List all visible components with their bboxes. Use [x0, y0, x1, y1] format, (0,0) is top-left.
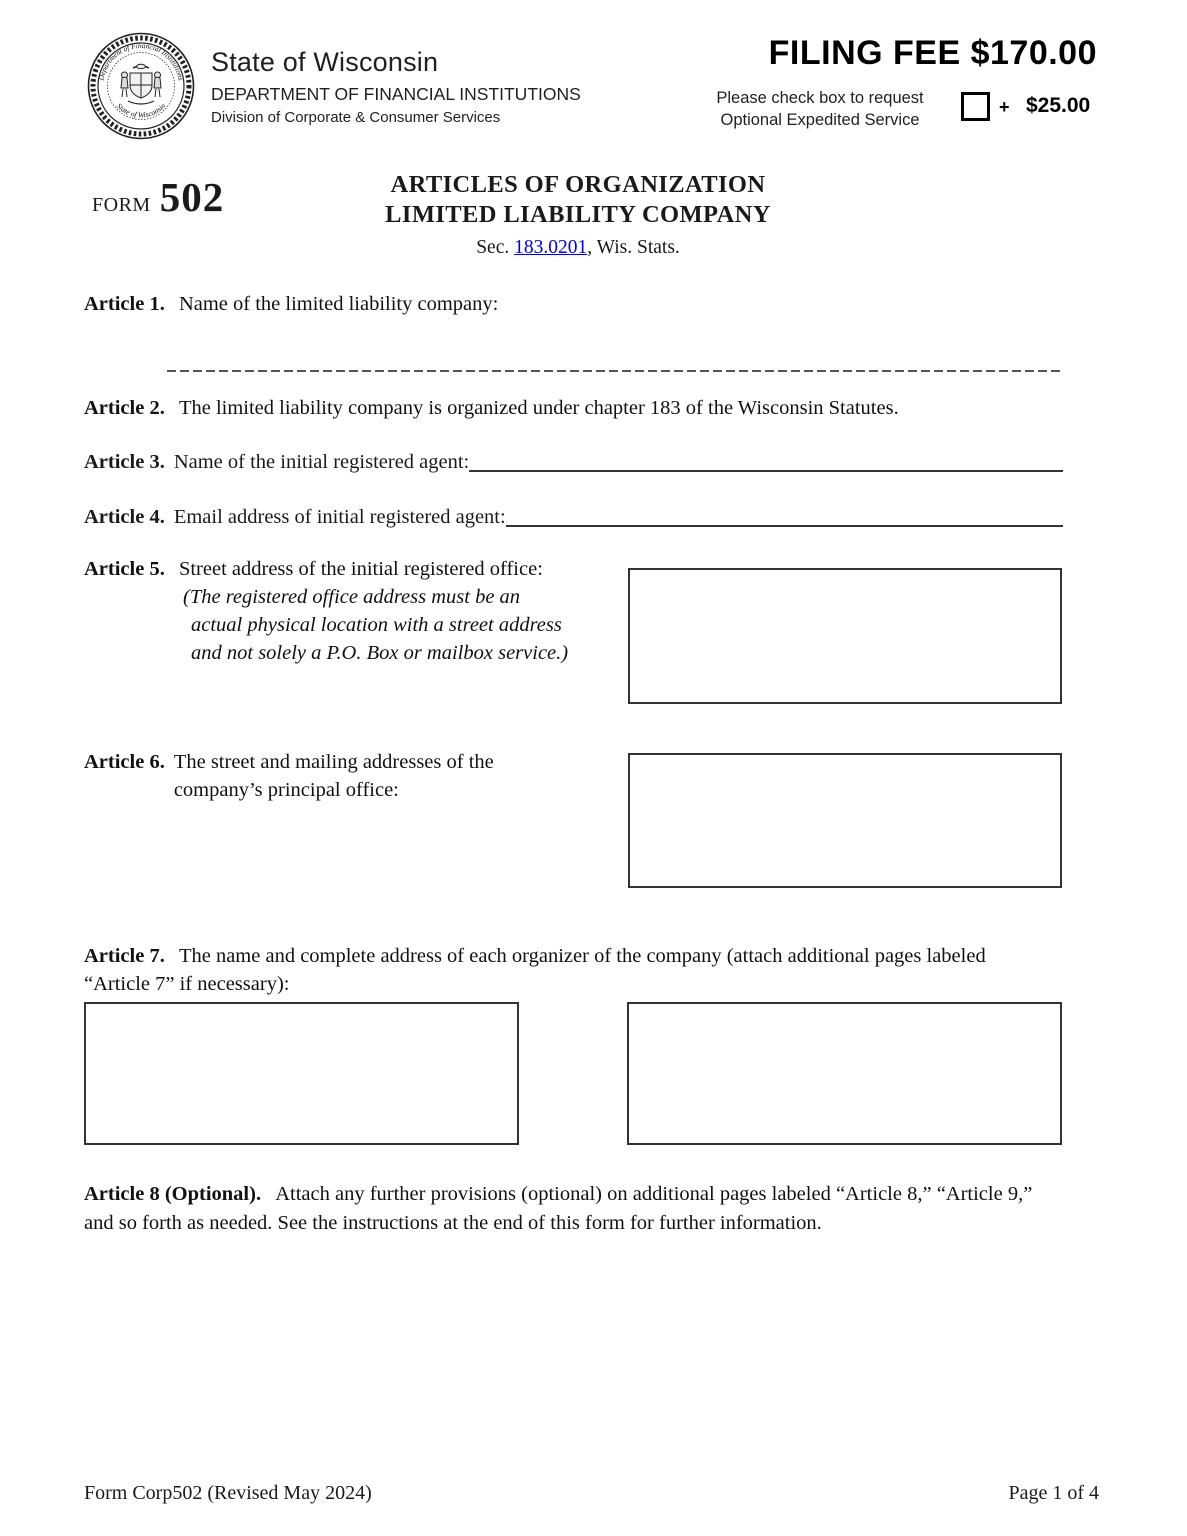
company-name-field[interactable]	[167, 360, 1064, 372]
agency-block	[211, 46, 581, 127]
article-5-note-line2: actual physical location with a street address	[191, 614, 562, 636]
article-7-text: The name and complete address of each organizer of the company (attach additional pages labeled “Article 7” if necessary):	[84, 945, 986, 995]
page-title-line2: LIMITED LIABILITY COMPANY	[385, 201, 771, 228]
expedite-fee-amount: $25.00	[1026, 94, 1091, 117]
article-4	[84, 503, 1063, 531]
agency-state: State of Wisconsin	[211, 47, 439, 77]
agency-division: Division of Corporate & Consumer Services	[211, 109, 501, 126]
article-5	[84, 555, 644, 667]
article-5-text: Street address of the initial registered office:	[178, 558, 543, 580]
organizer-box-1[interactable]	[84, 1002, 519, 1145]
form-word: FORM	[92, 194, 151, 216]
organizer-box-2[interactable]	[627, 1002, 1062, 1145]
article-4-lead	[84, 503, 506, 531]
expedited-service-checkbox[interactable]	[961, 92, 990, 121]
article-3-label: Article 3.	[84, 451, 165, 473]
filing-fee: FILING FEE $170.00	[768, 34, 1097, 72]
article-3-text: Name of the initial registered agent:	[173, 451, 470, 473]
footer-page-number: Page 1 of 4	[1008, 1482, 1099, 1504]
article-1-text: Name of the limited liability company:	[178, 293, 499, 315]
article-6-text: The street and mailing addresses of the company’s principal office:	[173, 751, 494, 801]
article-5-note-line3: and not solely a P.O. Box or mailbox service.)	[191, 642, 569, 664]
expedite-note-line2: Optional Expedited Service	[720, 111, 920, 129]
title-block	[273, 170, 883, 259]
article-5-note-line1: (The registered office address must be an	[183, 586, 521, 608]
article-2-label: Article 2.	[84, 397, 165, 419]
registered-office-address-box[interactable]	[628, 568, 1062, 704]
article-5-label: Article 5.	[84, 558, 165, 580]
expedite-note	[703, 87, 937, 131]
article-7-label: Article 7.	[84, 945, 165, 967]
form-id	[92, 173, 224, 221]
agency-department: DEPARTMENT OF FINANCIAL INSTITUTIONS	[211, 84, 581, 104]
wisconsin-coat-of-arms-icon	[121, 64, 161, 104]
article-1	[84, 290, 1064, 318]
article-2-text: The limited liability company is organized under chapter 183 of the Wisconsin Statutes.	[178, 397, 899, 419]
article-4-text: Email address of initial registered agent:	[173, 506, 506, 528]
statute-prefix: Sec.	[476, 237, 515, 258]
seal-top-text: Department of Financial Institutions	[96, 40, 186, 82]
article-4-label: Article 4.	[84, 506, 165, 528]
article-3	[84, 448, 1063, 476]
article-5-note	[183, 583, 643, 667]
form-number: 502	[159, 174, 225, 220]
article-3-lead	[84, 448, 469, 476]
page-title-line1: ARTICLES OF ORGANIZATION	[390, 171, 766, 198]
registered-agent-email-field[interactable]	[506, 503, 1063, 527]
wisconsin-dfi-seal	[86, 30, 196, 142]
statute-suffix: , Wis. Stats.	[587, 237, 680, 258]
statute-link[interactable]: 183.0201	[514, 237, 588, 258]
expedite-note-line1: Please check box to request	[716, 89, 924, 107]
seal-bottom-text: State of Wisconsin	[114, 101, 168, 120]
article-8-label: Article 8 (Optional).	[84, 1183, 262, 1205]
expedite-plus-sign: +	[999, 97, 1010, 117]
article-8-text: Attach any further provisions (optional) on additional pages labeled “Article 8,” “Article 9,” and so forth as needed. See the instructions at the end of this form for further information.	[84, 1183, 1033, 1234]
principal-office-address-box[interactable]	[628, 753, 1062, 888]
article-8	[84, 1180, 1059, 1238]
registered-agent-name-field[interactable]	[469, 448, 1063, 472]
footer-form-revision: Form Corp502 (Revised May 2024)	[84, 1482, 372, 1504]
article-7	[84, 942, 1049, 998]
article-2	[84, 394, 1064, 422]
article-6	[84, 748, 644, 804]
statute-reference	[273, 237, 883, 259]
article-1-label: Article 1.	[84, 293, 165, 315]
article-6-label: Article 6.	[84, 751, 165, 773]
